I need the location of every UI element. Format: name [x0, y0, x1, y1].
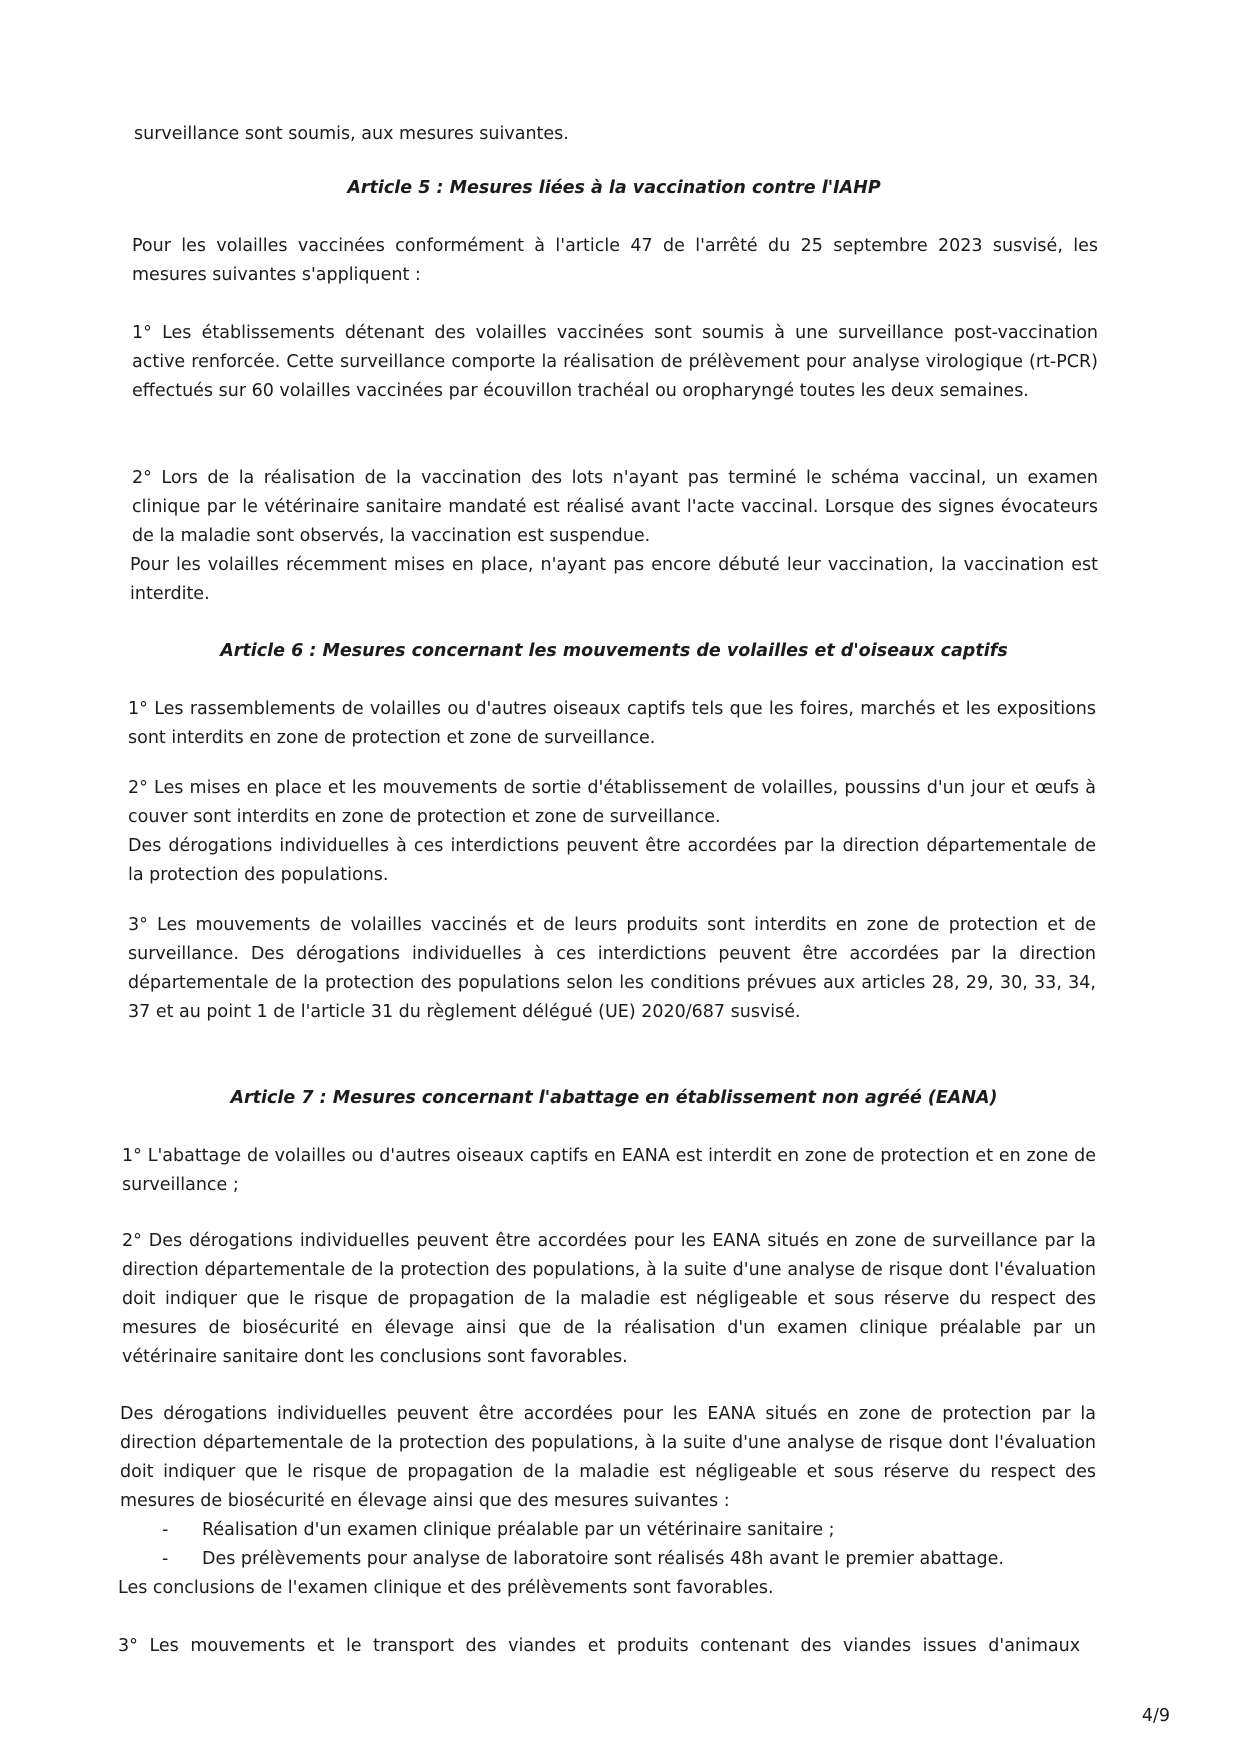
- article-6-paragraph-3: Des dérogations individuelles à ces interdictions peuvent être accordées par la direction départementale de la protection des populations.: [128, 836, 1096, 885]
- article-5-intro: Pour les volailles vaccinées conformément à l'article 47 de l'arrêté du 25 septembre 2023 susvisé, les mesures suivantes s'appliquent :: [132, 236, 1098, 285]
- bullet-item: - Des prélèvements pour analyse de laboratoire sont réalisés 48h avant le premier abattage.: [140, 1545, 1096, 1574]
- article-5-paragraph-3: Pour les volailles récemment mises en place, n'ayant pas encore débuté leur vaccination, la vaccination est interdite.: [130, 555, 1098, 604]
- article-5-paragraph-1: 1° Les établissements détenant des volailles vaccinées sont soumis à une surveillance post-vaccination active renforcée. Cette surveillance comporte la réalisation de prélèvement pour analyse virologique (rt-PCR) effectués sur 60 volailles vaccinées par écouvillon trachéal ou oropharyngé toutes les deux semaines.: [132, 323, 1098, 401]
- article-5-paragraph-2: 2° Lors de la réalisation de la vaccination des lots n'ayant pas terminé le schéma vaccinal, un examen clinique par le vétérinaire sanitaire mandaté est réalisé avant l'acte vaccinal. Lorsque des signes évocateurs de la maladie sont observés, la vaccination est suspendue.: [132, 468, 1098, 546]
- article-7-paragraph-4: Les conclusions de l'examen clinique et des prélèvements sont favorables.: [118, 1578, 774, 1598]
- article-6-paragraph-2: 2° Les mises en place et les mouvements de sortie d'établissement de volailles, poussins d'un jour et œufs à couver sont interdits en zone de protection et zone de surveillance.: [128, 778, 1096, 827]
- page-number: 4/9: [1141, 1706, 1170, 1726]
- bullet-item: - Réalisation d'un examen clinique préalable par un vétérinaire sanitaire ;: [140, 1516, 1096, 1545]
- article-7-paragraph-2: 2° Des dérogations individuelles peuvent être accordées pour les EANA situés en zone de surveillance par la direction départementale de la protection des populations, à la suite d'une analyse de risque dont l'évaluation doit indiquer que le risque de propagation de la maladie est négligeable et sous réserve du respect des mesures de biosécurité en élevage ainsi que de la réalisation d'un examen clinique préalable par un vétérinaire sanitaire dont les conclusions sont favorables.: [122, 1231, 1096, 1367]
- article-6-heading: Article 6 : Mesures concernant les mouvements de volailles et d'oiseaux captifs: [220, 641, 1008, 661]
- article-7-paragraph-1: 1° L'abattage de volailles ou d'autres oiseaux captifs en EANA est interdit en zone de protection et en zone de surveillance ;: [122, 1146, 1096, 1195]
- article-7-heading: Article 7 : Mesures concernant l'abattage en établissement non agréé (EANA): [230, 1088, 998, 1108]
- article-5-heading: Article 5 : Mesures liées à la vaccination contre l'IAHP: [347, 178, 881, 198]
- intro-line: surveillance sont soumis, aux mesures suivantes.: [134, 124, 569, 144]
- article-6-paragraph-1: 1° Les rassemblements de volailles ou d'autres oiseaux captifs tels que les foires, marchés et les expositions sont interdits en zone de protection et zone de surveillance.: [128, 699, 1096, 748]
- article-7-paragraph-3: Des dérogations individuelles peuvent être accordées pour les EANA situés en zone de protection par la direction départementale de la protection des populations, à la suite d'une analyse de risque dont l'évaluation doit indiquer que le risque de propagation de la maladie est négligeable et sous réserve du respect des mesures de biosécurité en élevage ainsi que des mesures suivantes :: [120, 1404, 1096, 1511]
- article-7-paragraph-5: 3° Les mouvements et le transport des viandes et produits contenant des viandes issues d'animaux: [118, 1636, 1081, 1656]
- article-7-bullet-list: [140, 1516, 1096, 1574]
- article-6-paragraph-4: 3° Les mouvements de volailles vaccinés et de leurs produits sont interdits en zone de protection et de surveillance. Des dérogations individuelles à ces interdictions peuvent être accordées par la direction départementale de la protection des populations selon les conditions prévues aux articles 28, 29, 30, 33, 34, 37 et au point 1 de l'article 31 du règlement délégué (UE) 2020/687 susvisé.: [128, 915, 1096, 1022]
